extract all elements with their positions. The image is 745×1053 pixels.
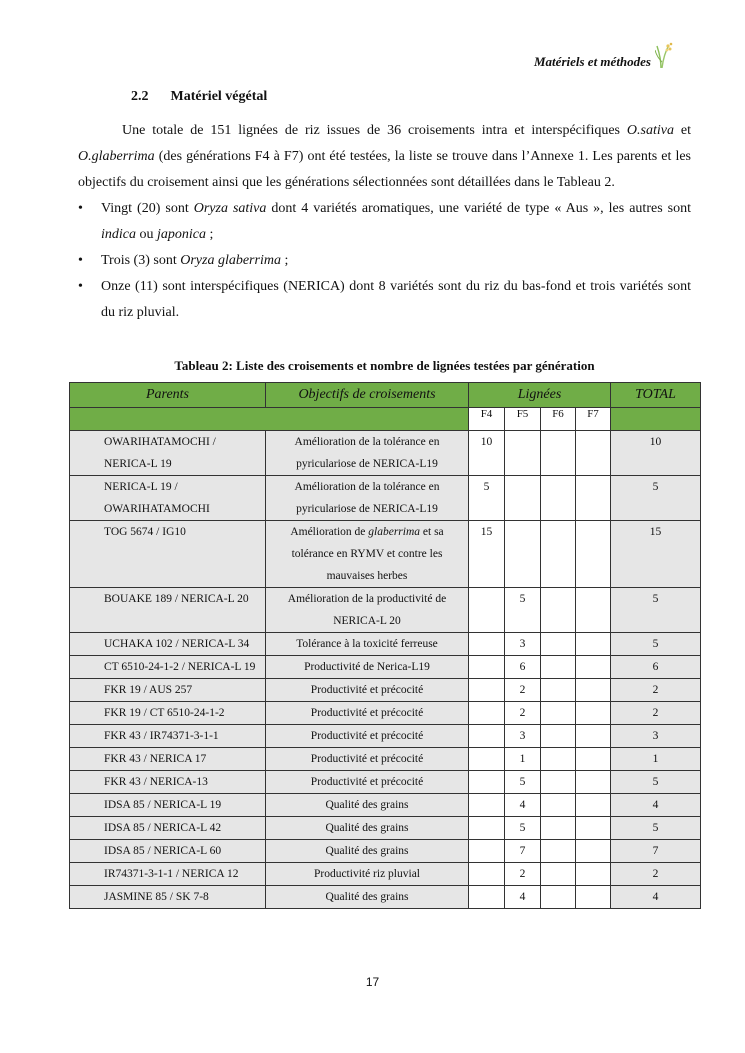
generation-f7: F7 bbox=[576, 408, 611, 431]
paragraph-text: Une totale de 151 lignées de riz issues de 36 croisements intra et interspécifiques bbox=[122, 123, 627, 138]
cell-f4 bbox=[469, 794, 505, 817]
cell-f5: 2 bbox=[505, 679, 541, 702]
bullet-text: Trois (3) sont bbox=[101, 253, 181, 268]
cell-objective: Productivité riz pluvial bbox=[266, 863, 469, 886]
paragraph-text: et bbox=[673, 123, 691, 138]
cell-f7 bbox=[576, 771, 611, 794]
table-row bbox=[70, 840, 701, 863]
cell-f5: 5 bbox=[505, 817, 541, 840]
cell-parents: FKR 43 / IR74371-3-1-1 bbox=[70, 725, 266, 748]
species-name: japonica bbox=[157, 227, 206, 242]
cell-f7 bbox=[576, 588, 611, 633]
cell-f4 bbox=[469, 771, 505, 794]
cell-total: 5 bbox=[611, 476, 701, 521]
cell-f4 bbox=[469, 886, 505, 909]
species-name: O.sativa bbox=[626, 123, 674, 138]
cell-f5: 3 bbox=[505, 725, 541, 748]
cell-f7 bbox=[576, 840, 611, 863]
cell-total: 5 bbox=[611, 588, 701, 633]
cell-total: 4 bbox=[611, 886, 701, 909]
cell-f7 bbox=[576, 521, 611, 588]
cell-f6 bbox=[541, 771, 576, 794]
cell-f7 bbox=[576, 702, 611, 725]
cell-f6 bbox=[541, 679, 576, 702]
cell-objective: Productivité et précocité bbox=[266, 702, 469, 725]
cell-parents: IDSA 85 / NERICA-L 19 bbox=[70, 794, 266, 817]
bullet-text: dont 4 variétés aromatiques, une variété de type « Aus », les autres sont bbox=[266, 201, 691, 216]
intro-paragraph bbox=[78, 118, 691, 196]
cell-objective: Productivité de Nerica-L19 bbox=[266, 656, 469, 679]
header-parents: Parents bbox=[70, 383, 266, 408]
cell-f5: 5 bbox=[505, 771, 541, 794]
cell-f5 bbox=[505, 521, 541, 588]
cell-objective bbox=[266, 521, 469, 588]
table-row bbox=[70, 679, 701, 702]
section-number: 2.2 bbox=[131, 89, 149, 104]
subheader-blank bbox=[611, 408, 701, 431]
table-caption: Tableau 2: Liste des croisements et nombre de lignées testées par génération bbox=[174, 358, 595, 373]
cell-f5: 2 bbox=[505, 863, 541, 886]
cell-parents: OWARIHATAMOCHI / NERICA-L 19 bbox=[70, 431, 266, 476]
table-row bbox=[70, 476, 701, 521]
cell-total: 2 bbox=[611, 702, 701, 725]
cell-f4 bbox=[469, 588, 505, 633]
body-text bbox=[78, 118, 691, 326]
cell-total: 5 bbox=[611, 817, 701, 840]
generation-f6: F6 bbox=[541, 408, 576, 431]
bullet-item bbox=[78, 274, 691, 326]
cell-parents: IDSA 85 / NERICA-L 60 bbox=[70, 840, 266, 863]
rice-plant-icon bbox=[655, 42, 673, 68]
table-row bbox=[70, 633, 701, 656]
cell-parents: NERICA-L 19 / OWARIHATAMOCHI bbox=[70, 476, 266, 521]
cell-objective: Qualité des grains bbox=[266, 840, 469, 863]
species-name: Oryza sativa bbox=[193, 201, 267, 216]
cell-parents: FKR 43 / NERICA 17 bbox=[70, 748, 266, 771]
cell-parents: BOUAKE 189 / NERICA-L 20 bbox=[70, 588, 266, 633]
cell-parents: FKR 19 / CT 6510-24-1-2 bbox=[70, 702, 266, 725]
cell-f5: 2 bbox=[505, 702, 541, 725]
cell-f5 bbox=[505, 476, 541, 521]
species-name: indica bbox=[101, 227, 136, 242]
cell-parents: UCHAKA 102 / NERICA-L 34 bbox=[70, 633, 266, 656]
cell-f7 bbox=[576, 476, 611, 521]
cell-f5: 7 bbox=[505, 840, 541, 863]
header-lines: Lignées bbox=[469, 383, 611, 408]
species-name: glaberrima bbox=[368, 526, 421, 538]
cell-parents: CT 6510-24-1-2 / NERICA-L 19 bbox=[70, 656, 266, 679]
cell-f6 bbox=[541, 521, 576, 588]
cell-f7 bbox=[576, 886, 611, 909]
cell-f7 bbox=[576, 679, 611, 702]
cell-f5: 4 bbox=[505, 794, 541, 817]
cell-f6 bbox=[541, 886, 576, 909]
table-row bbox=[70, 702, 701, 725]
table-row bbox=[70, 748, 701, 771]
cell-total: 15 bbox=[611, 521, 701, 588]
cell-f4 bbox=[469, 725, 505, 748]
cell-f4: 5 bbox=[469, 476, 505, 521]
paragraph-text: (des générations F4 à F7) ont été testées, la liste se trouve dans l’Annexe 1. Les parents et les objectifs du croisement ainsi que les générations sélectionnées sont détaillées dans le Tableau 2. bbox=[78, 149, 691, 190]
cell-f5: 5 bbox=[505, 588, 541, 633]
cell-parents: IDSA 85 / NERICA-L 42 bbox=[70, 817, 266, 840]
page-number: 17 bbox=[365, 975, 380, 989]
cell-f6 bbox=[541, 840, 576, 863]
generation-f4: F4 bbox=[469, 408, 505, 431]
cell-f4 bbox=[469, 840, 505, 863]
cell-objective: Qualité des grains bbox=[266, 794, 469, 817]
cell-f4 bbox=[469, 702, 505, 725]
cell-f6 bbox=[541, 725, 576, 748]
cell-objective: Amélioration de la tolérance en pyriculariose de NERICA-L19 bbox=[266, 431, 469, 476]
cell-f6 bbox=[541, 656, 576, 679]
table-row bbox=[70, 794, 701, 817]
bullet-text: ; bbox=[206, 227, 214, 242]
cell-f7 bbox=[576, 431, 611, 476]
cell-f7 bbox=[576, 817, 611, 840]
cell-total: 5 bbox=[611, 771, 701, 794]
cell-parents: JASMINE 85 / SK 7-8 bbox=[70, 886, 266, 909]
table-row bbox=[70, 771, 701, 794]
table-row bbox=[70, 817, 701, 840]
cell-objective: Amélioration de la productivité de NERICA-L 20 bbox=[266, 588, 469, 633]
cell-f6 bbox=[541, 633, 576, 656]
cell-total: 7 bbox=[611, 840, 701, 863]
bullet-item bbox=[78, 248, 691, 274]
cell-f4: 15 bbox=[469, 521, 505, 588]
cell-f5: 6 bbox=[505, 656, 541, 679]
cell-objective: Productivité et précocité bbox=[266, 748, 469, 771]
cell-f7 bbox=[576, 863, 611, 886]
table-row bbox=[70, 886, 701, 909]
cell-f6 bbox=[541, 476, 576, 521]
species-name: O.glaberrima bbox=[78, 149, 155, 164]
cell-total: 10 bbox=[611, 431, 701, 476]
cell-f5 bbox=[505, 431, 541, 476]
cell-f6 bbox=[541, 431, 576, 476]
section-title: Matériel végétal bbox=[170, 89, 268, 104]
bullet-item bbox=[78, 196, 691, 248]
species-name: Oryza glaberrima bbox=[180, 253, 281, 268]
cell-f6 bbox=[541, 588, 576, 633]
table-row bbox=[70, 431, 701, 476]
cell-f6 bbox=[541, 817, 576, 840]
bullet-text: ou bbox=[136, 227, 157, 242]
cell-f7 bbox=[576, 748, 611, 771]
cell-parents: TOG 5674 / IG10 bbox=[70, 521, 266, 588]
header-objectives: Objectifs de croisements bbox=[266, 383, 469, 408]
cell-objective: Qualité des grains bbox=[266, 817, 469, 840]
cell-total: 5 bbox=[611, 633, 701, 656]
cell-f4 bbox=[469, 863, 505, 886]
cell-f4 bbox=[469, 817, 505, 840]
cell-objective: Amélioration de la tolérance en pyriculariose de NERICA-L19 bbox=[266, 476, 469, 521]
cell-f6 bbox=[541, 702, 576, 725]
cell-f4: 10 bbox=[469, 431, 505, 476]
table-row bbox=[70, 863, 701, 886]
cell-total: 2 bbox=[611, 679, 701, 702]
section-heading bbox=[131, 89, 267, 105]
cell-objective: Qualité des grains bbox=[266, 886, 469, 909]
cell-objective: Productivité et précocité bbox=[266, 725, 469, 748]
table-row bbox=[70, 521, 701, 588]
cell-f7 bbox=[576, 725, 611, 748]
cell-f6 bbox=[541, 794, 576, 817]
cell-total: 6 bbox=[611, 656, 701, 679]
cell-total: 1 bbox=[611, 748, 701, 771]
cell-objective: Productivité et précocité bbox=[266, 679, 469, 702]
cell-f4 bbox=[469, 633, 505, 656]
objective-text: Amélioration de bbox=[290, 526, 369, 538]
cell-parents: FKR 19 / AUS 257 bbox=[70, 679, 266, 702]
bullet-text: Onze (11) sont interspécifiques (NERICA) dont 8 variétés sont du riz du bas-fond et trois variétés sont du riz pluvial. bbox=[101, 279, 691, 320]
cell-f4 bbox=[469, 679, 505, 702]
cell-f5: 4 bbox=[505, 886, 541, 909]
cell-f5: 1 bbox=[505, 748, 541, 771]
cell-f6 bbox=[541, 748, 576, 771]
cell-f5: 3 bbox=[505, 633, 541, 656]
bullet-text: ; bbox=[280, 253, 289, 268]
cell-f6 bbox=[541, 863, 576, 886]
objective-text: et sa tolérance en RYMV et contre les mauvaises herbes bbox=[291, 526, 444, 582]
cell-f7 bbox=[576, 794, 611, 817]
cell-total: 2 bbox=[611, 863, 701, 886]
cell-objective: Tolérance à la toxicité ferreuse bbox=[266, 633, 469, 656]
bullet-text: Vingt (20) sont bbox=[101, 201, 194, 216]
table-row bbox=[70, 725, 701, 748]
header-total: TOTAL bbox=[611, 383, 701, 408]
generation-f5: F5 bbox=[505, 408, 541, 431]
running-header-title: Matériels et méthodes bbox=[534, 54, 651, 69]
bullet-list bbox=[78, 196, 691, 326]
cell-parents: FKR 43 / NERICA-13 bbox=[70, 771, 266, 794]
cell-objective: Productivité et précocité bbox=[266, 771, 469, 794]
cell-f7 bbox=[576, 656, 611, 679]
table-row bbox=[70, 588, 701, 633]
cell-parents: IR74371-3-1-1 / NERICA 12 bbox=[70, 863, 266, 886]
crossings-table bbox=[69, 382, 701, 909]
running-header bbox=[534, 54, 673, 70]
cell-total: 3 bbox=[611, 725, 701, 748]
cell-f4 bbox=[469, 656, 505, 679]
cell-f7 bbox=[576, 633, 611, 656]
table-row bbox=[70, 656, 701, 679]
cell-f4 bbox=[469, 748, 505, 771]
cell-total: 4 bbox=[611, 794, 701, 817]
subheader-blank bbox=[70, 408, 469, 431]
